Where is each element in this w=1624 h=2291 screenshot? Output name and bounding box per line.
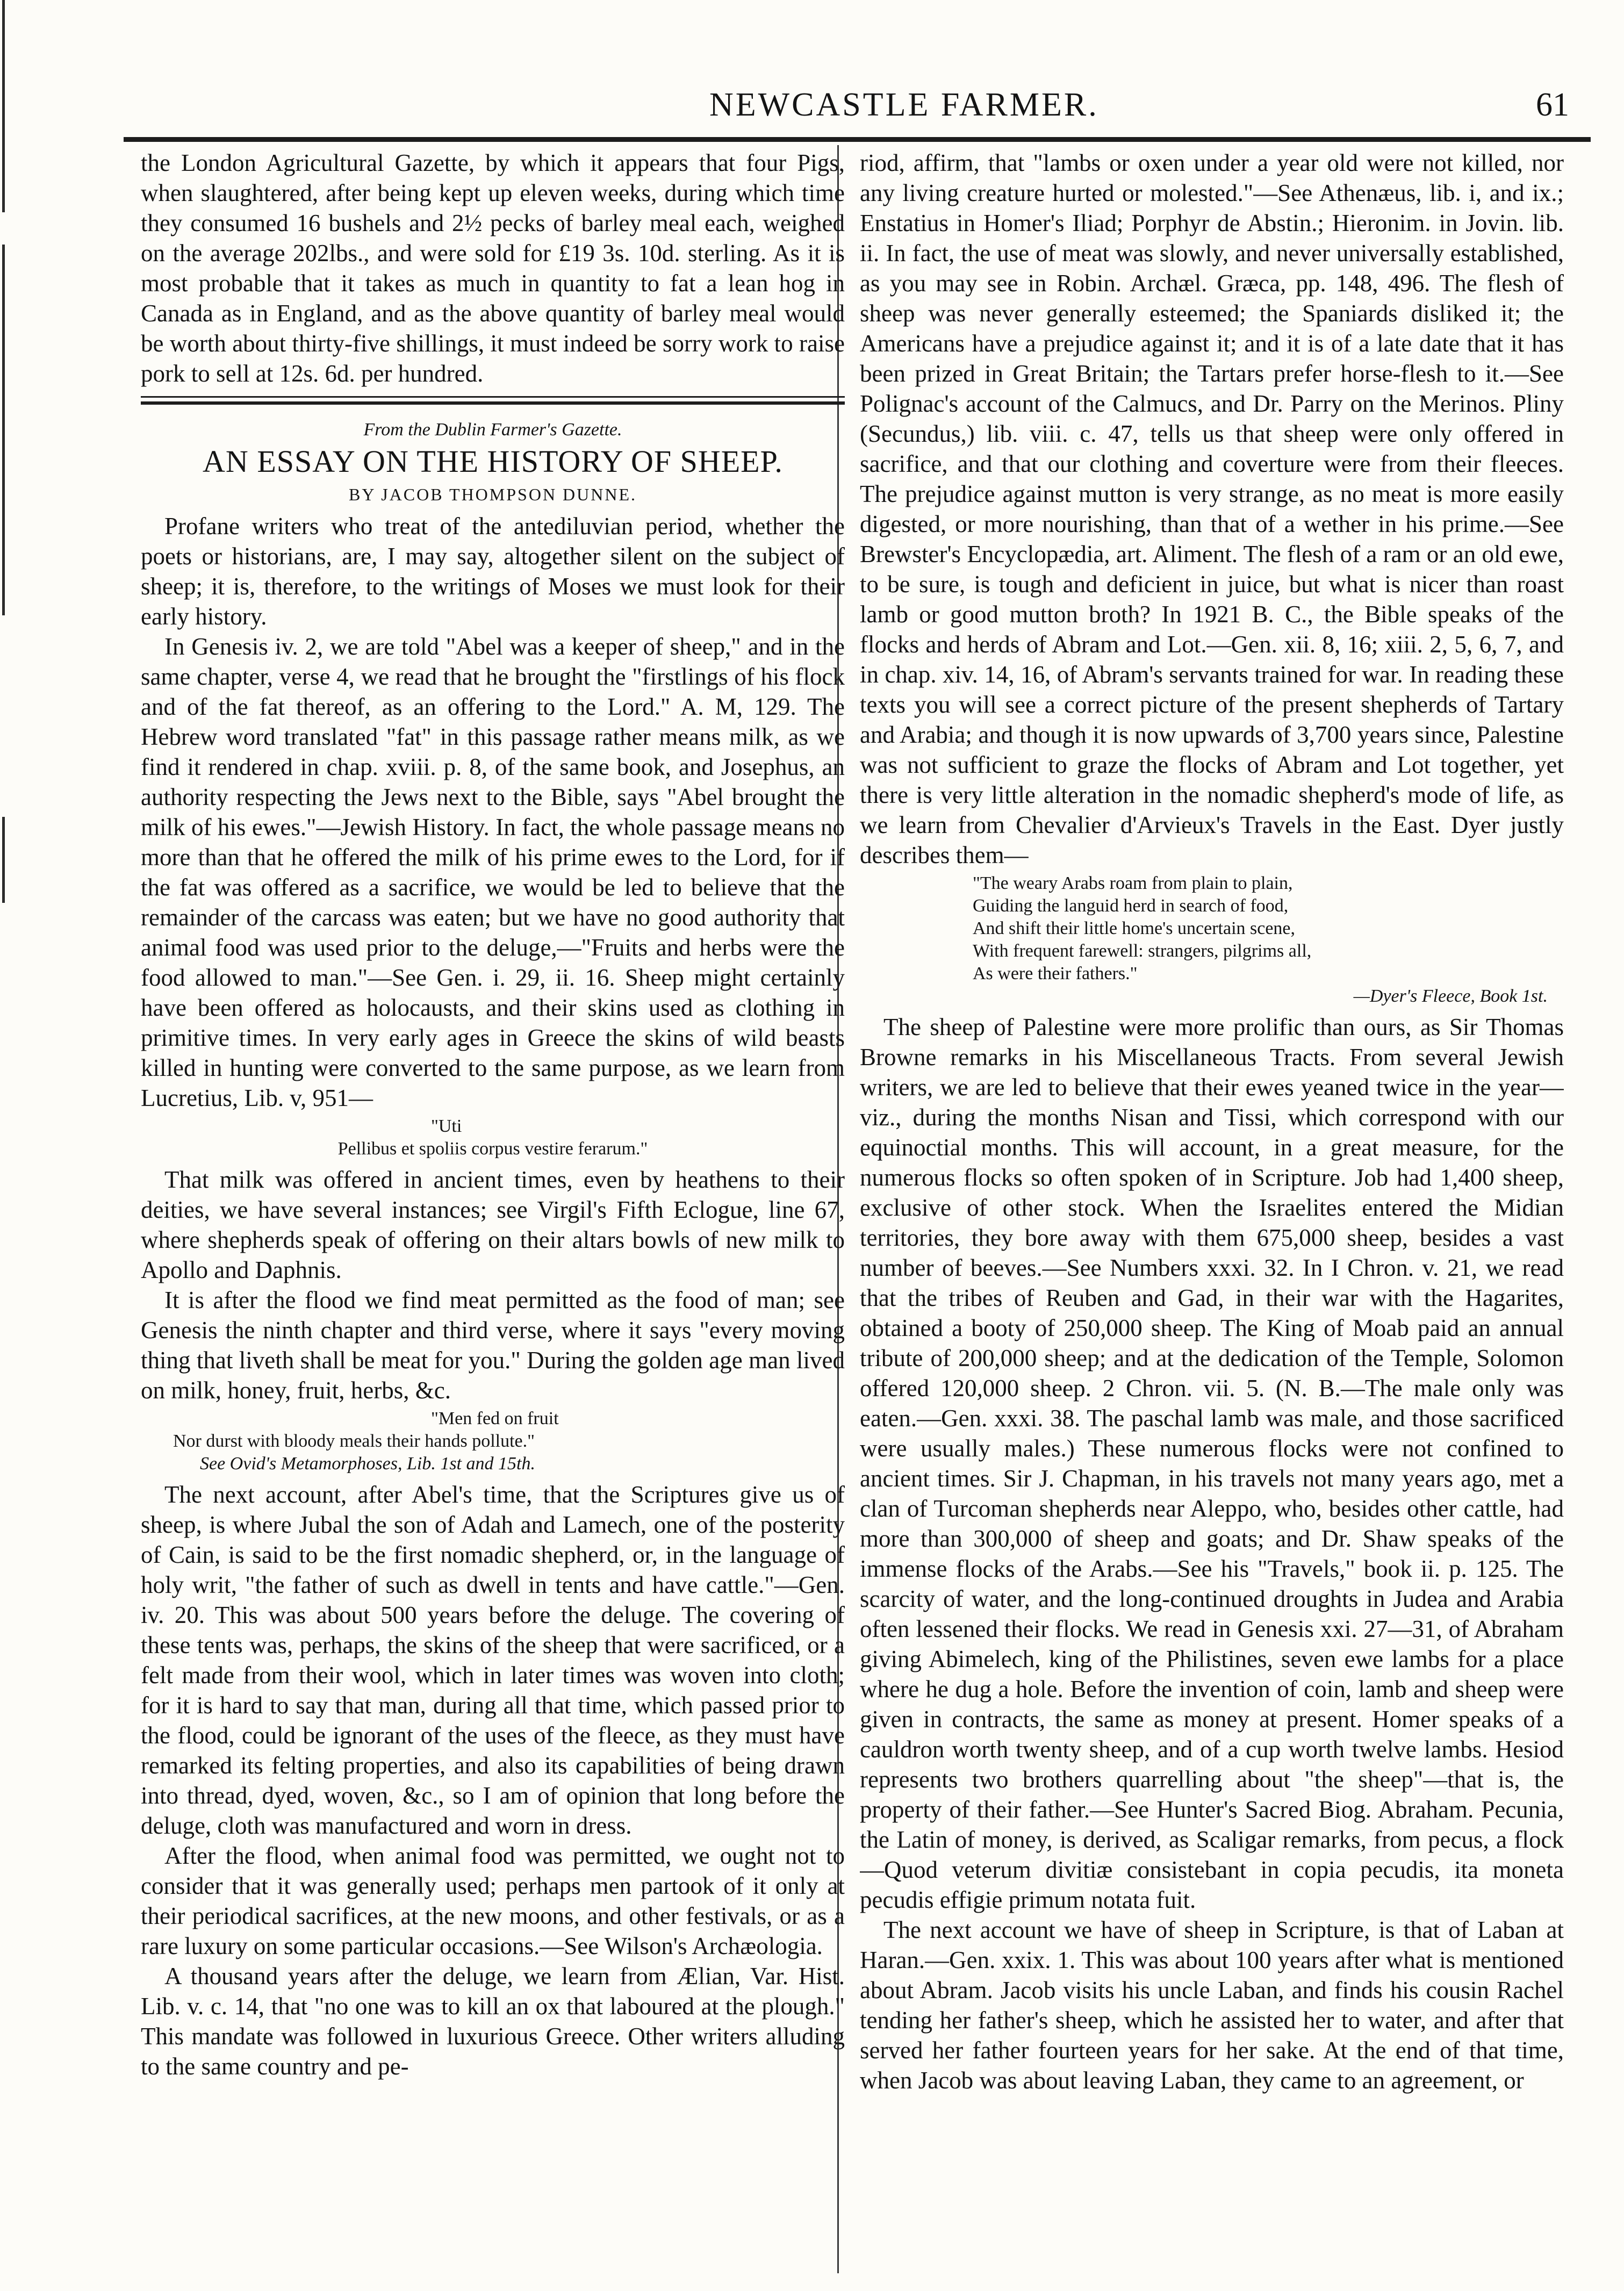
- quotation-line: Pellibus et spoliis corpus vestire ferarum.": [337, 1139, 648, 1159]
- dyer-verse: [860, 872, 1564, 1008]
- essay-paragraph: In Genesis iv. 2, we are told "Abel was a keeper of sheep," and in the same chapter, verse 4, we read that he brought the "firstlings of his flock and of the fat thereof, as an offering to the Lord." A. M, 129. The Hebrew word translated "fat" in this passage rather means milk, as we find it rendered in chap. xviii. p. 8, of the same book, and Josephus, an authority respecting the Jews next to the Bible, says "Abel brought the milk of his ewes."—Jewish History. In fact, the whole passage means no more than that he offered the milk of his prime ewes to the Lord, for if the fat was offered as a sacrifice, we would be led to believe that the remainder of the carcass was eaten; but we have no good authority that animal food was used prior to the deluge,—"Fruits and herbs were the food allowed to man."—See Gen. i. 29, ii. 16. Sheep might certainly have been offered as holocausts, and their skins used as clothing in primitive times. In very early ages in Greece the skins of wild beasts killed in hunting were converted to the same purpose, as we learn from Lucretius, Lib. v, 951—: [141, 633, 845, 1111]
- article-continuation-paragraph: the London Agricultural Gazette, by which it appears that four Pigs, when slaughtered, after being kept up eleven weeks, during which time they consumed 16 bushels and 2½ pecks of barley meal each, weighed on the average 202lbs., and were sold for £19 3s. 10d. sterling. As it is most probable that it takes as much in quantity to fat a lean hog in Canada as in England, and as the above quantity of barley meal would be worth about thirty-five shillings, it must indeed be sorry work to raise pork to sell at 12s. 6d. per hundred.: [141, 149, 845, 387]
- quotation-line: "Men fed on fruit: [431, 1409, 559, 1428]
- verse-line: As were their fathers.": [973, 964, 1138, 983]
- essay-paragraph: That milk was offered in ancient times, even by heathens to their deities, we have several instances; see Virgil's Fifth Eclogue, line 67, where shepherds speak of offering on their altars bowls of new milk to Apollo and Daphnis.: [141, 1166, 845, 1283]
- verse-line: With frequent farewell: strangers, pilgrims all,: [973, 941, 1312, 961]
- essay-paragraph: It is after the flood we find meat permitted as the food of man; see Genesis the ninth chapter and third verse, where it says "every moving thing that liveth shall be meat for you." During the golden age man lived on milk, honey, fruit, herbs, &c.: [141, 1287, 845, 1404]
- essay-paragraph: After the flood, when animal food was permitted, we ought not to consider that it was generally used; perhaps men partook of it only at their periodical sacrifices, at the new moons, and other festivals, or as a rare luxury on some particular occasions.—See Wilson's Archæologia.: [141, 1842, 845, 1959]
- essay-paragraph: The sheep of Palestine were more prolific than ours, as Sir Thomas Browne remarks in his Miscellaneous Tracts. From several Jewish writers, we are led to believe that their ewes yeaned twice in the year—viz., during the months Nisan and Tissi, which correspond with our equinoctial months. This will account, in a great measure, for the numerous flocks so often spoken of in Scripture. Job had 1,400 sheep, exclusive of other stock. When the Israelites entered the Midian territories, they bore away with them 675,000 sheep, besides a vast number of beeves.—See Numbers xxxi. 32. In I Chron. v. 21, we read that the tribes of Reuben and Gad, in their war with the Hagarites, obtained a booty of 250,000 sheep. The King of Moab paid an annual tribute of 200,000 sheep; and at the dedication of the Temple, Solomon offered 120,000 sheep. 2 Chron. vii. 5. (N. B.—The male only was eaten.—Gen. xxxi. 38. The paschal lamb was male, and those sacrificed were usually males.) These numerous flocks were not confined to ancient times. Sir J. Chapman, in his travels not many years ago, met a clan of Turcoman shepherds near Aleppo, who, besides other cattle, had more than 300,000 of sheep and goats; and Dr. Shaw speaks of the immense flocks of the Arabs.—See his "Travels," book ii. p. 125. The scarcity of water, and the long-continued droughts in Judea and Arabia often lessened their flocks. We read in Genesis xxi. 27—31, of Abraham giving Abimelech, king of the Philistines, seven ewe lambs for a place where he dug a hole. Before the invention of coin, lamb and sheep were given in contracts, the same as money at present. Homer speaks of a cauldron worth twenty sheep, and of a cup worth twelve lambs. Hesiod represents two brothers quarrelling about "the sheep"—that is, the property of their father.—See Hunter's Sacred Biog. Abraham. Pecunia, the Latin of money, is derived, as Scaligar remarks, from pecus, a flock—Quod veterum divitiæ consistebant in copia pecudis, ita moneta pecudis effigie primum notata fuit.: [860, 1014, 1564, 1913]
- source-credit: From the Dublin Farmer's Gazette.: [363, 420, 622, 440]
- binding-mark: [2, 0, 5, 212]
- latin-quotation: [141, 1115, 845, 1160]
- verse-line: "The weary Arabs roam from plain to plain,: [973, 873, 1293, 893]
- header-rule: [124, 137, 1591, 142]
- section-separator: [141, 396, 845, 405]
- quotation-attribution: See Ovid's Metamorphoses, Lib. 1st and 15th.: [200, 1454, 535, 1474]
- verse-attribution: —Dyer's Fleece, Book 1st.: [1353, 986, 1548, 1006]
- essay-paragraph: riod, affirm, that "lambs or oxen under a year old were not killed, nor any living creature hurted or molested."—See Athenæus, lib. i, and ix.; Enstatius in Homer's Iliad; Porphyr de Abstin.; Hieronim. in Jovin. lib. ii. In fact, the use of meat was slowly, and never universally established, as you may see in Robin. Archæl. Græca, pp. 148, 496. The flesh of sheep was never generally esteemed; the Spaniards disliked it; the Americans have a prejudice against it; and it is of a late date that it has been prized in Great Britain; the Tartars prefer horse-flesh to it.—See Polignac's account of the Calmucs, and Dr. Parry on the Merinos. Pliny (Secundus,) lib. viii. c. 47, tells us that sheep were only offered in sacrifice, and that our clothing and coverture were from their fleeces. The prejudice against mutton is very strange, as no meat is more easily digested, or more nourishing, than that of a wether in his prime.—See Brewster's Encyclopædia, art. Aliment. The flesh of a ram or an old ewe, to be sure, is tough and deficient in juice, but what is nicer than roast lamb or good mutton broth? In 1921 B. C., the Bible speaks of the flocks and herds of Abram and Lot.—Gen. xii. 8, 16; xiii. 2, 5, 6, 7, and in chap. xiv. 14, 16, of Abram's servants trained for war. In reading these texts you will see a correct picture of the present shepherds of Tartary and Arabia; and though it is now upwards of 3,700 years since, Palestine was not sufficient to graze the flocks of Abram and Lot together, yet there is very little alteration in the nomadic shepherd's mode of life, as we learn from Chevalier d'Arvieux's Travels in the East. Dyer justly describes them—: [860, 149, 1564, 868]
- essay-byline: BY JACOB THOMPSON DUNNE.: [348, 485, 637, 504]
- running-head: NEWCASTLE FARMER.: [709, 87, 1099, 123]
- separator-thick-rule: [141, 401, 845, 405]
- right-column: [860, 148, 1564, 2273]
- quotation-line: Nor durst with bloody meals their hands pollute.": [173, 1431, 535, 1451]
- essay-paragraph: Profane writers who treat of the antediluvian period, whether the poets or historians, are, I may say, altogether silent on the subject of sheep; it is, therefore, to the writings of Moses we must look for their early history.: [141, 513, 845, 630]
- verse-line: And shift their little home's uncertain scene,: [973, 918, 1296, 938]
- essay-paragraph: The next account, after Abel's time, that the Scriptures give us of sheep, is where Jubal the son of Adah and Lamech, one of the posterity of Cain, is said to be the first nomadic shepherd, or, in the language of holy writ, "the father of such as dwell in tents and have cattle."—Gen. iv. 20. This was about 500 years before the deluge. The covering of these tents was, perhaps, the skins of the sheep that were sacrificed, or a felt made from their wool, which in later times was woven into cloth; for it is hard to say that man, during all that time, which passed prior to the flood, could be ignorant of the uses of the fleece, as they must have remarked its felting properties, and also its capabilities of being drawn into thread, dyed, woven, &c., so I am of opinion that long before the deluge, cloth was manufactured and worn in dress.: [141, 1481, 845, 1839]
- essay-paragraph: A thousand years after the deluge, we learn from Ælian, Var. Hist. Lib. v. c. 14, that "no one was to kill an ox that laboured at the plough." This mandate was followed in luxurious Greece. Other writers alluding to the same country and pe-: [141, 1963, 845, 2080]
- page-number: 61: [1536, 87, 1569, 123]
- ovid-quotation: [141, 1407, 845, 1475]
- binding-mark: [2, 245, 5, 615]
- left-column: [141, 148, 845, 2273]
- essay-paragraph: The next account we have of sheep in Scripture, is that of Laban at Haran.—Gen. xxix. 1. This was about 100 years after what is mentioned about Abram. Jacob visits his uncle Laban, and finds his cousin Rachel tending her father's sheep, which he assisted her to water, and after that served her father fourteen years for her sake. At the end of that time, when Jacob was about leaving Laban, they came to an agreement, or: [860, 1916, 1564, 2094]
- verse-line: Guiding the languid herd in search of food,: [973, 896, 1289, 916]
- binding-mark: [2, 817, 5, 903]
- quotation-line: "Uti: [431, 1116, 462, 1136]
- separator-thin-rule: [141, 396, 845, 398]
- essay-title: AN ESSAY ON THE HISTORY OF SHEEP.: [203, 444, 783, 479]
